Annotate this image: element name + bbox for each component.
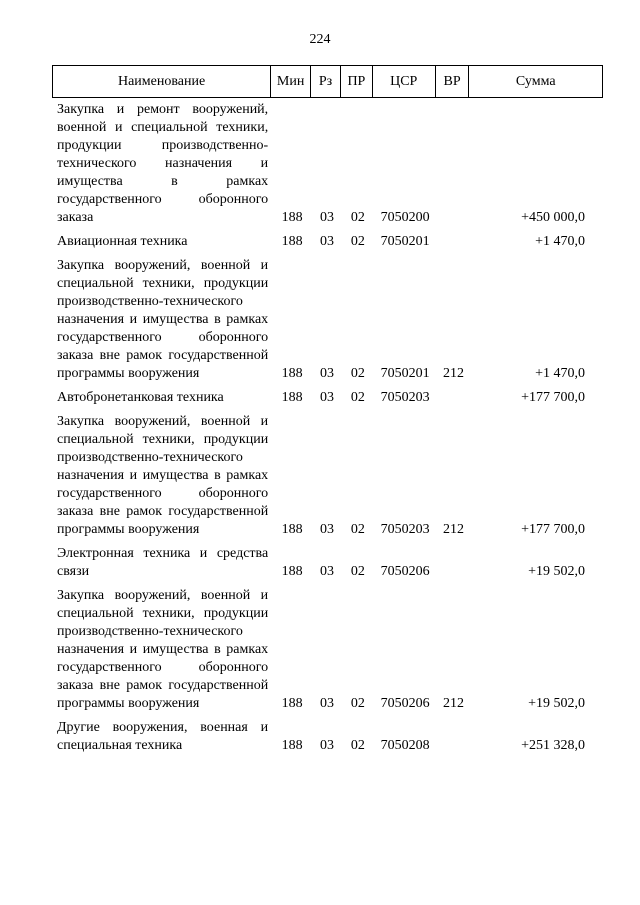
row-sum: +1 470,0 xyxy=(535,234,585,249)
row-name: Другие вооружения, военная и специальная техника xyxy=(57,720,269,753)
column-header-min: Мин xyxy=(271,66,311,97)
row-sum: +177 700,0 xyxy=(521,390,585,405)
row-sum: +177 700,0 xyxy=(521,522,585,537)
row-name: Закупка вооружений, военной и специальной техники, продукции производственно-технического назначения и имущества в рамках государственного оборонного заказа вне рамок государственной программы вооружения xyxy=(57,258,269,381)
row-sum: +19 502,0 xyxy=(528,696,585,711)
row-sum: +1 470,0 xyxy=(535,366,585,381)
row-min: 188 xyxy=(281,738,303,753)
column-header-csr: ЦСР xyxy=(373,66,436,97)
row-csr: 7050203 xyxy=(380,522,430,537)
row-name: Закупка вооружений, военной и специальной техники, продукции производственно-технического назначения и имущества в рамках государственного оборонного заказа вне рамок государственной программы вооружения xyxy=(57,414,269,537)
row-csr: 7050203 xyxy=(380,390,430,405)
column-header-vr: ВР xyxy=(436,66,470,97)
table-row xyxy=(52,257,603,383)
column-header-pr: ПР xyxy=(341,66,373,97)
row-rz: 03 xyxy=(319,390,334,405)
row-min: 188 xyxy=(281,522,303,537)
row-csr: 7050206 xyxy=(380,696,430,711)
row-pr: 02 xyxy=(350,522,365,537)
page-number: 224 xyxy=(309,32,331,47)
row-csr: 7050201 xyxy=(380,366,430,381)
row-rz: 03 xyxy=(319,522,334,537)
row-rz: 03 xyxy=(319,696,334,711)
row-pr: 02 xyxy=(350,738,365,753)
row-vr: 212 xyxy=(443,522,464,537)
row-csr: 7050200 xyxy=(380,210,430,225)
row-min: 188 xyxy=(281,696,303,711)
row-min: 188 xyxy=(281,366,303,381)
row-name: Автобронетанковая техника xyxy=(57,390,224,405)
row-min: 188 xyxy=(281,210,303,225)
table-row xyxy=(52,719,603,755)
table-header xyxy=(52,65,603,98)
table-row xyxy=(52,545,603,581)
row-vr: 212 xyxy=(443,366,464,381)
row-vr: 212 xyxy=(443,696,464,711)
row-sum: +251 328,0 xyxy=(521,738,585,753)
row-name: Закупка вооружений, военной и специальной техники, продукции производственно-технического назначения и имущества в рамках государственного оборонного заказа вне рамок государственной программы вооружения xyxy=(57,588,269,711)
row-min: 188 xyxy=(281,564,303,579)
table-row xyxy=(52,389,603,407)
row-rz: 03 xyxy=(319,738,334,753)
table-row xyxy=(52,587,603,713)
row-rz: 03 xyxy=(319,234,334,249)
row-csr: 7050201 xyxy=(380,234,430,249)
table-row xyxy=(52,101,603,227)
row-name: Закупка и ремонт вооружений, военной и специальной техники, продукции производственно-технического назначения и имущества в рамках государственного оборонного заказа xyxy=(57,102,269,225)
column-header-name: Наименование xyxy=(53,66,271,97)
table-row xyxy=(52,413,603,539)
row-name: Электронная техника и средства связи xyxy=(57,546,269,579)
table-body xyxy=(52,101,603,761)
row-pr: 02 xyxy=(350,234,365,249)
row-sum: +19 502,0 xyxy=(528,564,585,579)
column-header-sum: Сумма xyxy=(515,73,556,89)
row-min: 188 xyxy=(281,390,303,405)
row-pr: 02 xyxy=(350,366,365,381)
row-rz: 03 xyxy=(319,210,334,225)
row-sum: +450 000,0 xyxy=(521,210,585,225)
row-csr: 7050208 xyxy=(380,738,430,753)
row-rz: 03 xyxy=(319,564,334,579)
row-pr: 02 xyxy=(350,210,365,225)
row-pr: 02 xyxy=(350,390,365,405)
row-pr: 02 xyxy=(350,564,365,579)
column-header-rz: Рз xyxy=(311,66,341,97)
row-min: 188 xyxy=(281,234,303,249)
row-pr: 02 xyxy=(350,696,365,711)
row-csr: 7050206 xyxy=(380,564,430,579)
row-name: Авиационная техника xyxy=(57,234,188,249)
row-rz: 03 xyxy=(319,366,334,381)
table-row xyxy=(52,233,603,251)
